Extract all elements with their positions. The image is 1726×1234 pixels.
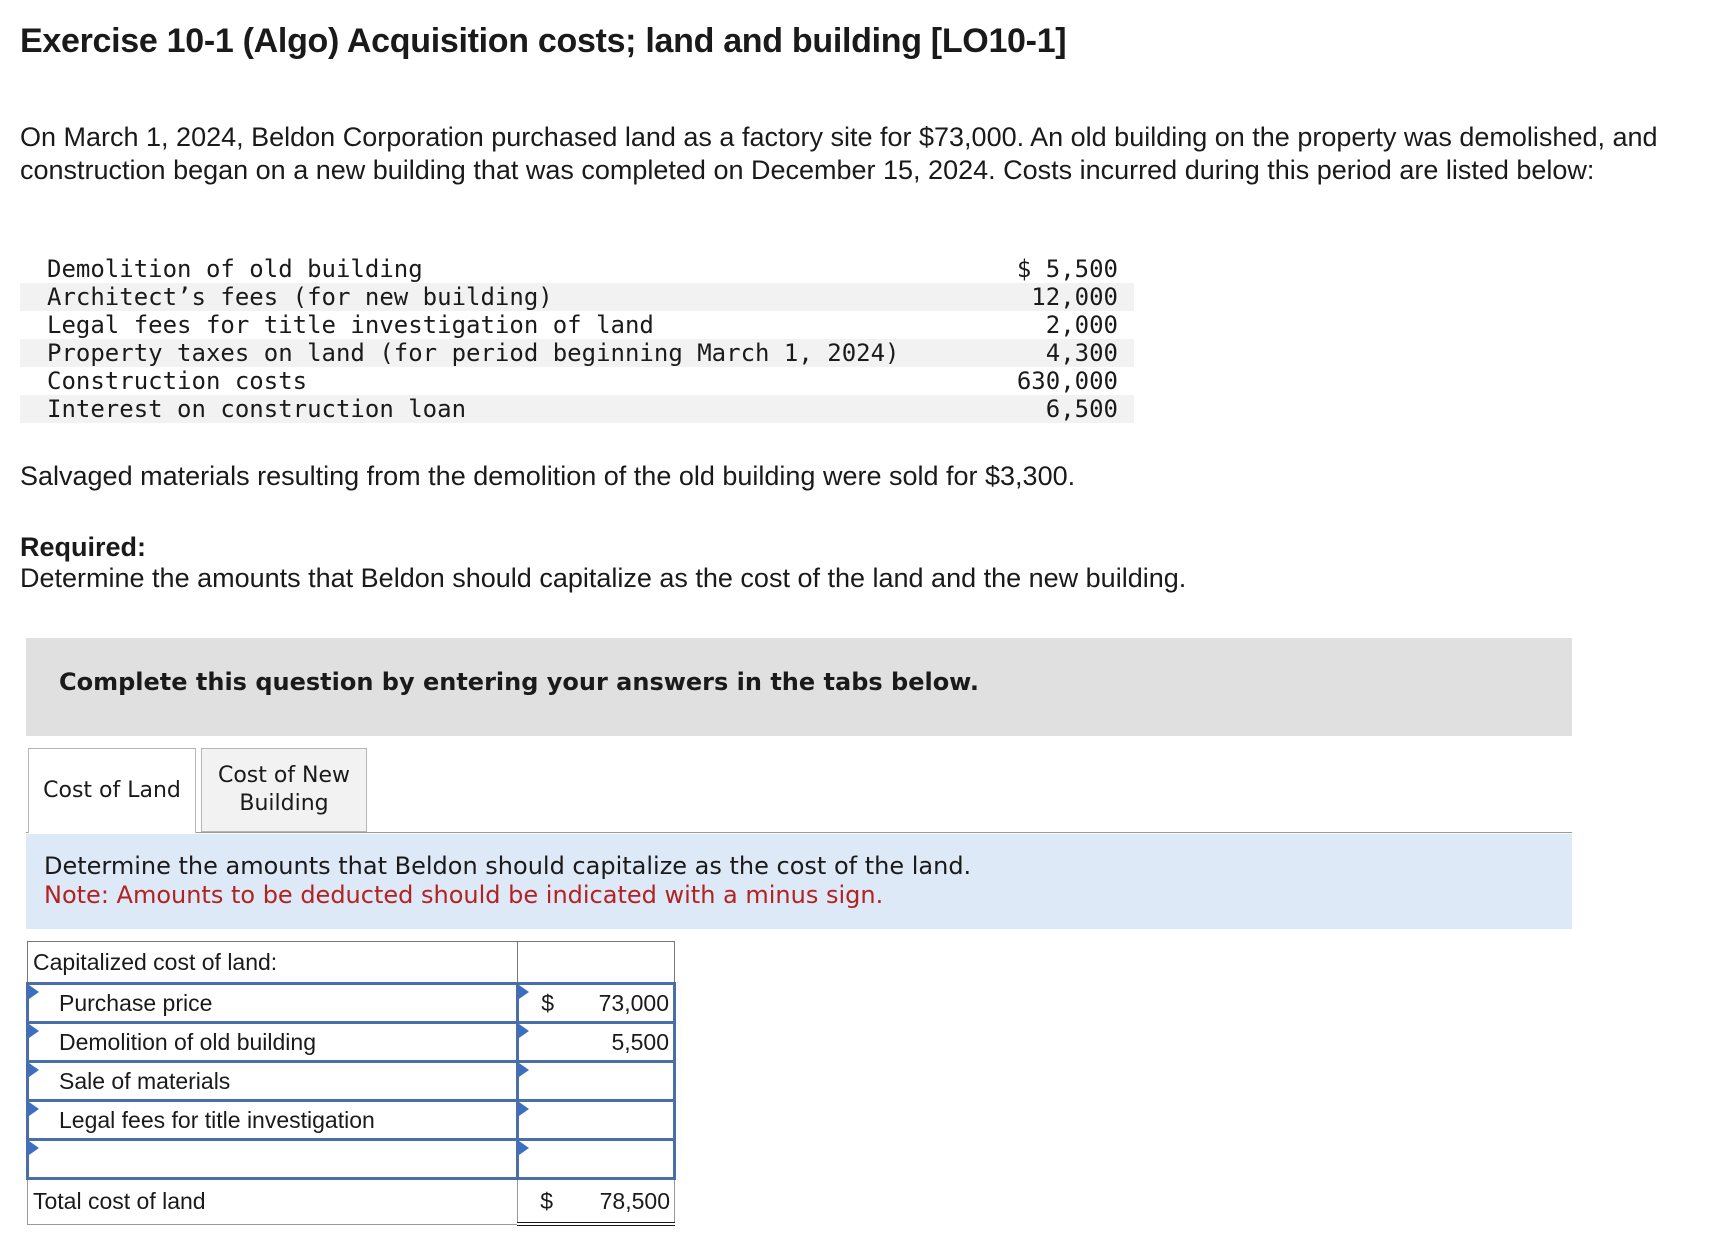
input-marker-icon (519, 1141, 529, 1155)
label-dropdown[interactable] (28, 1101, 518, 1140)
tab-bar (26, 748, 1572, 833)
required-text: Determine the amounts that Beldon should capitalize as the cost of the land and the new building. (20, 563, 1187, 593)
dropdown-marker-icon (29, 1063, 39, 1077)
table-row (28, 1140, 675, 1179)
amount-value: 73,000 (598, 989, 669, 1016)
tab-cost-of-new-building[interactable] (201, 748, 367, 832)
amount-input[interactable] (518, 1101, 675, 1140)
cost-label: Property taxes on land (for period beginning March 1, 2024) (47, 339, 900, 367)
cost-row (20, 255, 1134, 283)
table-row (28, 1023, 675, 1062)
cost-row (20, 395, 1134, 423)
dropdown-marker-icon (29, 1024, 39, 1038)
cost-label: Demolition of old building (47, 255, 423, 283)
total-value: 78,500 (599, 1187, 670, 1214)
amount-input[interactable] (518, 1062, 675, 1101)
cost-label: Construction costs (47, 367, 308, 395)
header-value-cell (518, 942, 675, 984)
dropdown-marker-icon (29, 1102, 39, 1116)
instructions-banner (26, 638, 1572, 736)
row-label: Sale of materials (59, 1067, 231, 1094)
label-dropdown[interactable] (28, 1062, 518, 1101)
header-label: Capitalized cost of land: (33, 948, 278, 975)
table-row (28, 1062, 675, 1101)
instruction-text: Determine the amounts that Beldon should capitalize as the cost of the land. (44, 852, 972, 880)
cost-value: 2,000 (1045, 311, 1118, 339)
required-label: Required: (20, 532, 147, 562)
dollar-sign: $ (541, 989, 555, 1016)
exercise-title: Exercise 10-1 (Algo) Acquisition costs; land and building [LO10-1] (20, 22, 1067, 60)
amount-value: 5,500 (611, 1028, 669, 1055)
input-marker-icon (519, 1024, 529, 1038)
tab-label-line2: Building (239, 791, 329, 816)
tab-label: Cost of Land (43, 777, 181, 803)
cost-label: Interest on construction loan (47, 395, 467, 423)
total-value-cell (518, 1179, 675, 1225)
row-label: Demolition of old building (59, 1028, 316, 1055)
cost-row (20, 339, 1134, 367)
cost-listing (20, 255, 1134, 423)
cost-value: 630,000 (1016, 367, 1118, 395)
label-dropdown[interactable] (28, 1140, 518, 1179)
cost-label: Architect’s fees (for new building) (47, 283, 553, 311)
answer-table (26, 941, 676, 1226)
cost-label: Legal fees for title investigation of land (47, 311, 654, 339)
cost-row (20, 283, 1134, 311)
problem-intro: On March 1, 2024, Beldon Corporation purchased land as a factory site for $73,000. An old building on the property was demolished, and construction began on a new building that was completed on December 15, 2024. Costs incurred during this period are listed below: (20, 122, 1658, 185)
tab-label (218, 762, 350, 818)
tab-cost-of-land[interactable] (28, 748, 196, 834)
dropdown-marker-icon (29, 1141, 39, 1155)
input-marker-icon (519, 985, 529, 999)
input-marker-icon (519, 1102, 529, 1116)
table-header-row (28, 942, 675, 984)
label-dropdown[interactable] (28, 984, 518, 1023)
cost-row (20, 311, 1134, 339)
tab-divider (26, 832, 1572, 833)
tab-label-line1: Cost of New (217, 763, 351, 788)
dropdown-marker-icon (29, 985, 39, 999)
cost-row (20, 367, 1134, 395)
row-label: Legal fees for title investigation (59, 1106, 375, 1133)
instruction-panel (26, 834, 1572, 929)
banner-text: Complete this question by entering your answers in the tabs below. (59, 668, 979, 696)
row-label: Purchase price (59, 989, 213, 1016)
instruction-note: Note: Amounts to be deducted should be indicated with a minus sign. (44, 881, 884, 909)
header-cell (28, 942, 518, 984)
total-row (28, 1179, 675, 1225)
amount-input[interactable] (518, 1140, 675, 1179)
cost-value: 4,300 (1045, 339, 1118, 367)
label-dropdown[interactable] (28, 1023, 518, 1062)
amount-input[interactable] (518, 1023, 675, 1062)
dollar-sign: $ (540, 1187, 554, 1214)
total-label: Total cost of land (33, 1188, 206, 1215)
cost-value: $ 5,500 (1016, 255, 1118, 283)
table-row (28, 984, 675, 1023)
input-marker-icon (519, 1063, 529, 1077)
amount-input[interactable] (518, 984, 675, 1023)
table-row (28, 1101, 675, 1140)
cost-value: 6,500 (1045, 395, 1118, 423)
salvage-text: Salvaged materials resulting from the demolition of the old building were sold for $3,300. (20, 461, 1076, 491)
total-label-cell (28, 1179, 518, 1225)
dollar-sign (541, 1029, 561, 1056)
cost-value: 12,000 (1031, 283, 1118, 311)
